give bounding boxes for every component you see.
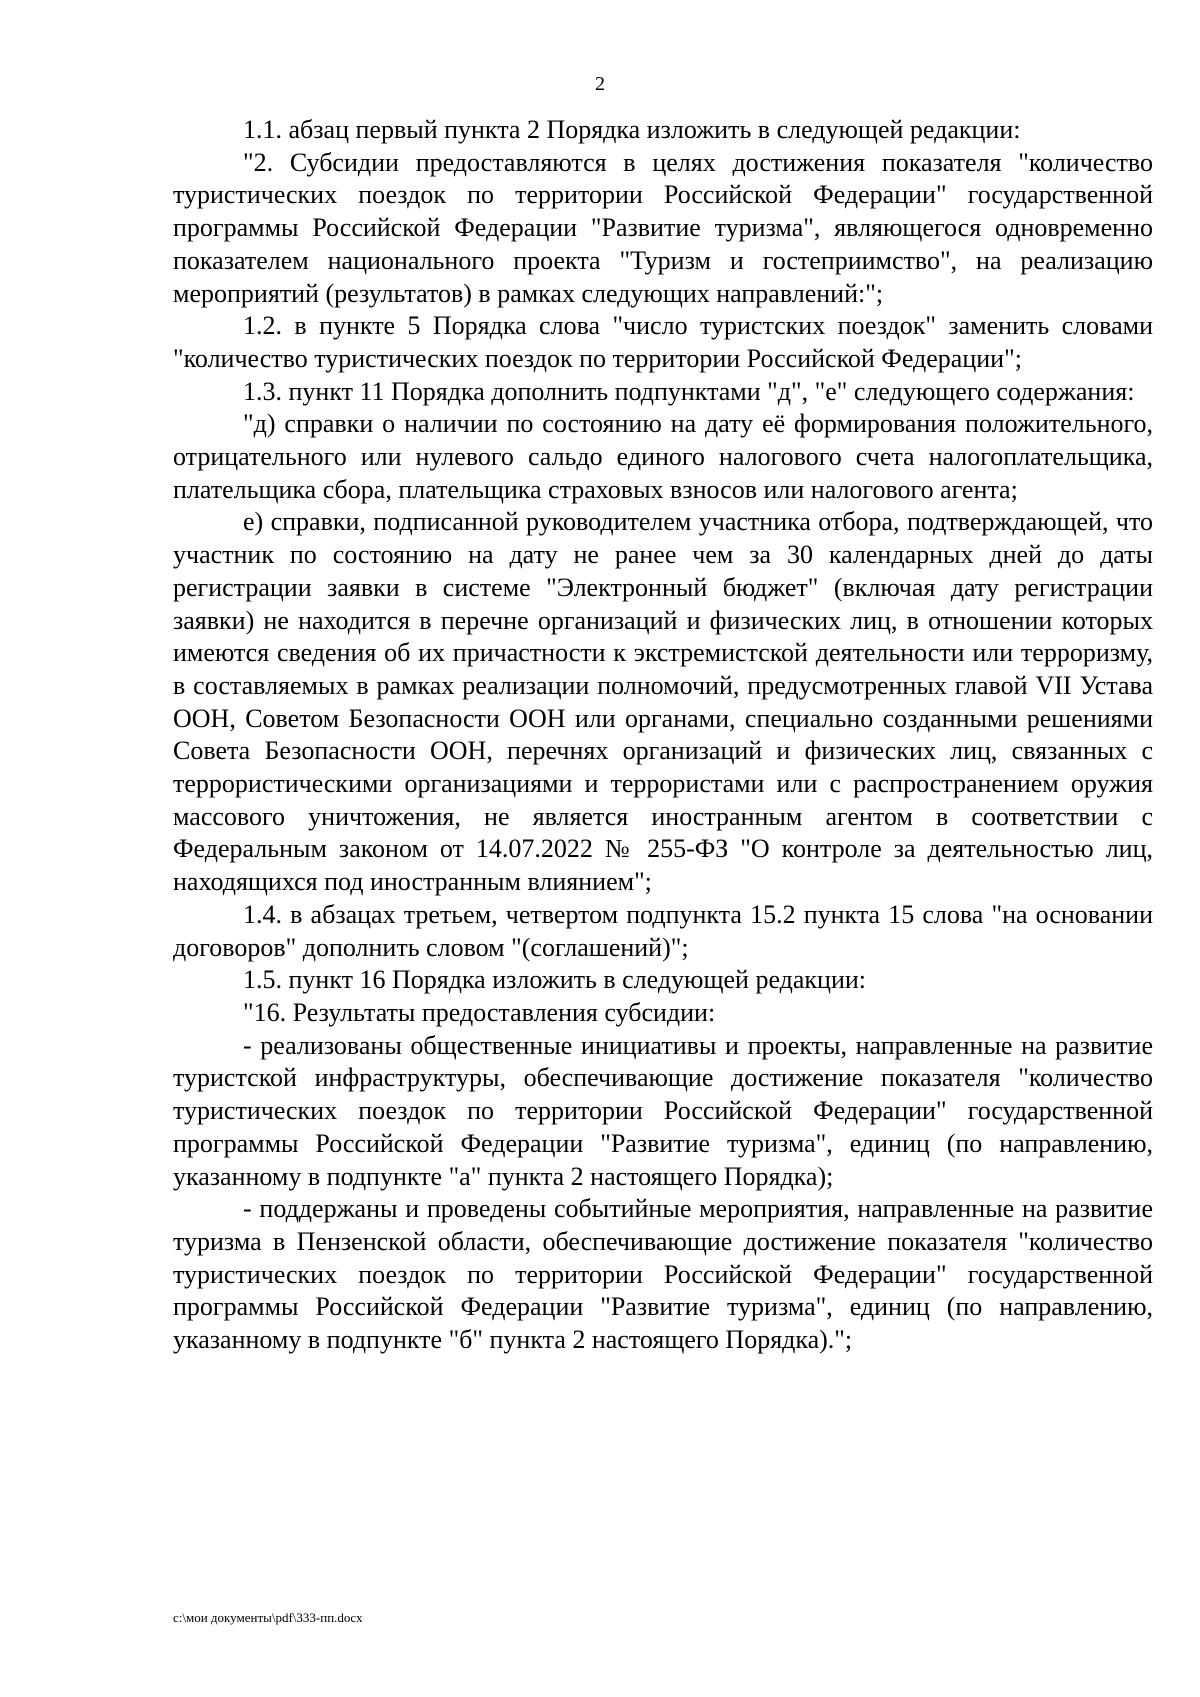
- footer-file-path: c:\мои документы\pdf\333-пп.docx: [173, 1610, 363, 1625]
- paragraph-1-4: 1.4. в абзацах третьем, четвертом подпункта 15.2 пункта 15 слова "на основании договоров" дополнить словом "(соглашений)";: [173, 899, 1153, 962]
- paragraph-1-1: 1.1. абзац первый пункта 2 Порядка изложить в следующей редакции:: [243, 115, 1021, 144]
- paragraph-result-infrastructure: - реализованы общественные инициативы и проекты, направленные на развитие туристской инфраструктуры, обеспечивающие достижение показателя "количество туристических поездок по территории Российской Федерации" государственной программы Российской Федерации "Развитие туризма", единиц (по направлению, указанному в подпункте "а" пункта 2 настоящего Порядка);: [173, 1030, 1153, 1191]
- paragraph-1-2: 1.2. в пункте 5 Порядка слова "число туристских поездок" заменить словами "количество туристических поездок по территории Российской Федерации";: [173, 311, 1153, 373]
- page-number: 2: [595, 73, 605, 95]
- paragraph-results-heading: "16. Результаты предоставления субсидии:: [243, 997, 716, 1027]
- paragraph-1-3: 1.3. пункт 11 Порядка дополнить подпунктами "д", "е" следующего содержания:: [243, 376, 1135, 406]
- paragraph-1-5: 1.5. пункт 16 Порядка изложить в следующей редакции:: [243, 965, 867, 995]
- paragraph-subitem-d: "д) справки о наличии по состоянию на дату её формирования положительного, отрицательного или нулевого сальдо единого налогового счета налогоплательщика, плательщика сбора, плательщика страховых взносов или налогового агента;: [173, 409, 1153, 504]
- paragraph-subitem-e: е) справки, подписанной руководителем участника отбора, подтверждающей, что участник по состоянию на дату не ранее чем за 30 календарных дней до даты регистрации заявки в системе "Электронный бюджет" (включая дату регистрации заявки) не находится в перечне организаций и физических лиц, в отношении которых имеются сведения об их причастности к экстремистской деятельности или терроризму, в составляемых в рамках реализации полномочий, предусмотренных главой VII Устава ООН, Советом Безопасности ООН или органами, специально созданными решениями Совета Безопасности ООН, перечнях организаций и физических лиц, связанных с террористическими организациями и террористами или с распространением оружия массового уничтожения, не является иностранным агентом в соответствии с Федеральным законом от 14.07.2022 № 255-ФЗ "О контроле за деятельностью лиц, находящихся под иностранным влиянием";: [173, 507, 1153, 897]
- paragraph-subsidy-purpose: "2. Субсидии предоставляются в целях достижения показателя "количество туристических поездок по территории Российской Федерации" государственной программы Российской Федерации "Развитие туризма", являющегося одновременно показателем национального проекта "Туризм и гостеприимство", на реализацию мероприятий (результатов) в рамках следующих направлений:";: [173, 147, 1153, 308]
- document-body: [173, 114, 1153, 1357]
- paragraph-result-events: - поддержаны и проведены событийные мероприятия, направленные на развитие туризма в Пензенской области, обеспечивающие достижение показателя "количество туристических поездок по территории Российской Федерации" государственной программы Российской Федерации "Развитие туризма", единиц (по направлению, указанному в подпункте "б" пункта 2 настоящего Порядка).";: [173, 1194, 1153, 1355]
